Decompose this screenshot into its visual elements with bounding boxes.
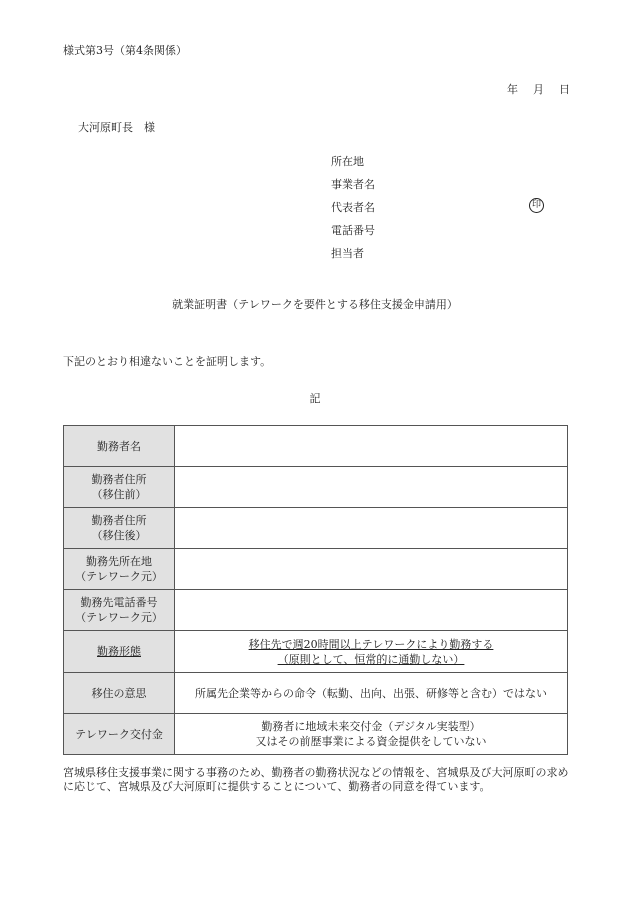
- row-label: 勤務者名: [97, 439, 141, 453]
- table-row: [64, 631, 568, 673]
- form-number: 様式第3号（第4条関係）: [63, 44, 187, 57]
- relocation-intent-value: [175, 673, 568, 714]
- row-label-sub: （移住前）: [91, 488, 147, 501]
- row-value: 所属先企業等からの命令（転勤、出向、出張、研修等と含む）ではない: [195, 686, 547, 700]
- table-row: [64, 549, 568, 590]
- representative-label: 代表者名: [331, 201, 375, 214]
- row-value-sub: 又はその前歴事業による資金提供をしていない: [255, 735, 487, 748]
- work-style-value: [175, 631, 568, 673]
- table-row: [64, 426, 568, 467]
- ki-heading: 記: [309, 392, 321, 405]
- telework-grant-value: [175, 714, 568, 755]
- table-row: [64, 467, 568, 508]
- date-line: [507, 81, 571, 97]
- row-value: 移住先で週20時間以上テレワークにより勤務する: [248, 637, 494, 651]
- addressee: 大河原町長 様: [78, 121, 155, 134]
- row-label-sub: （テレワーク元）: [75, 570, 163, 583]
- row-label: 勤務先電話番号: [80, 596, 158, 609]
- consent-note: 宮城県移住支援事業に関する事務のため、勤務者の勤務状況などの情報を、宮城県及び大河原町の求めに応じて、宮城県及び大河原町に提供することについて、勤務者の同意を得ています。: [63, 766, 569, 793]
- contact-person-label: 担当者: [331, 247, 364, 260]
- row-value-sub: （原則として、恒常的に通勤しない）: [277, 652, 465, 666]
- telework-grant-label: [64, 714, 175, 755]
- certificate-table: [63, 425, 568, 755]
- row-label: テレワーク交付金: [75, 727, 163, 741]
- relocation-intent-label: [64, 673, 175, 714]
- worker-name-label: [64, 426, 175, 467]
- table-row: [64, 714, 568, 755]
- document-title: 就業証明書（テレワークを要件とする移住支援金申請用）: [172, 298, 458, 311]
- worker-address-before-value[interactable]: [175, 467, 568, 508]
- row-value: 勤務者に地域未来交付金（デジタル実装型）: [261, 720, 481, 733]
- worker-address-after-value[interactable]: [175, 508, 568, 549]
- date-day: 日: [559, 83, 571, 96]
- row-label: 勤務者住所: [91, 514, 147, 527]
- worker-address-after-label: [64, 508, 175, 549]
- seal-icon: 印: [529, 198, 544, 213]
- row-label: 移住の意思: [91, 686, 147, 700]
- applicant-fields: [331, 154, 375, 269]
- row-label-sub: （移住後）: [91, 529, 147, 542]
- certify-statement: 下記のとおり相違ないことを証明します。: [63, 355, 272, 368]
- row-label: 勤務者住所: [91, 473, 147, 486]
- business-name-label: 事業者名: [331, 178, 375, 191]
- table-row: [64, 673, 568, 714]
- row-label: 勤務形態: [97, 645, 141, 658]
- phone-label: 電話番号: [331, 224, 375, 237]
- workplace-phone-value[interactable]: [175, 590, 568, 631]
- table-row: [64, 508, 568, 549]
- date-month: 月: [533, 83, 545, 96]
- row-label: 勤務先所在地: [86, 555, 152, 568]
- row-label-sub: （テレワーク元）: [75, 611, 163, 624]
- workplace-address-value[interactable]: [175, 549, 568, 590]
- workplace-phone-label: [64, 590, 175, 631]
- work-style-label: [64, 631, 175, 673]
- date-year: 年: [507, 83, 519, 96]
- worker-name-value[interactable]: [175, 426, 568, 467]
- workplace-address-label: [64, 549, 175, 590]
- address-label: 所在地: [331, 155, 364, 168]
- table-row: [64, 590, 568, 631]
- worker-address-before-label: [64, 467, 175, 508]
